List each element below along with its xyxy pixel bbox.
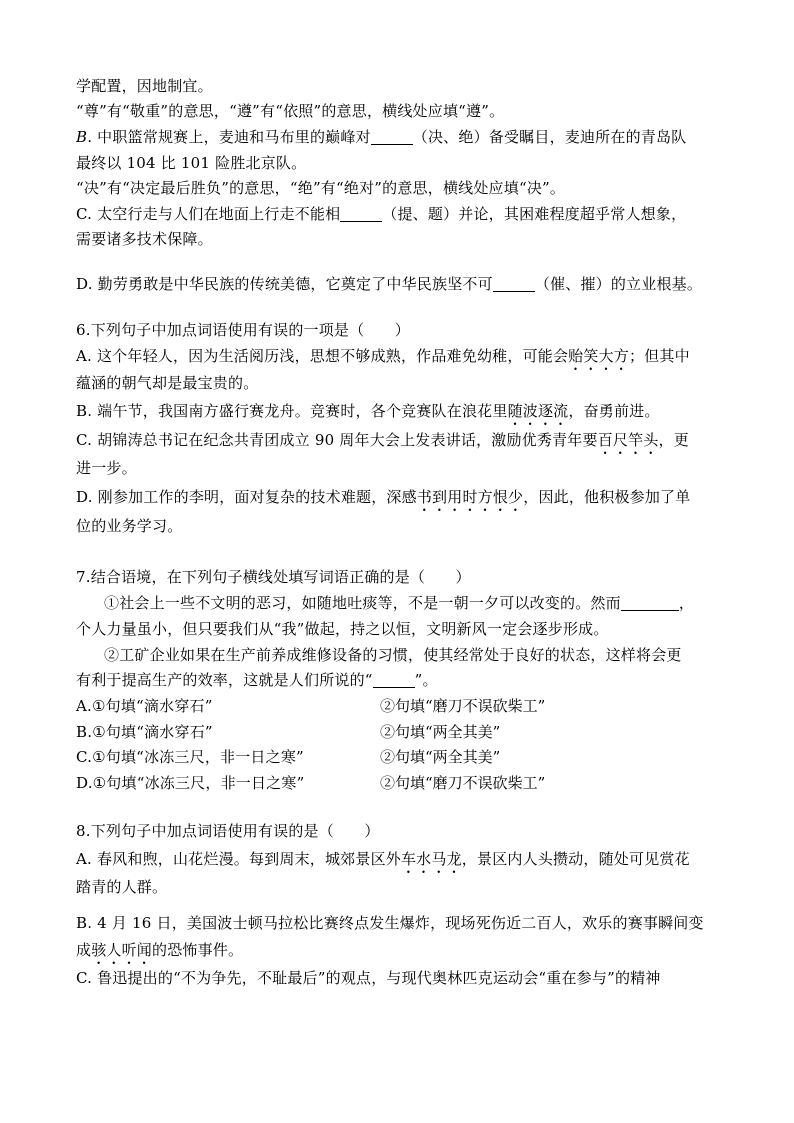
q7-sentence2: ②工矿企业如果在生产前养成维修设备的习惯，使其经常处于良好的状态，这样将会更 — [104, 646, 682, 664]
dotted-phrase: 车水马龙 — [400, 850, 462, 868]
q8-option-c: C. 鲁迅提出的“不为争先，不耻最后”的观点，与现代奥林匹克运动会“重在参与”的精神 — [76, 969, 661, 987]
q7-stem: 7.结合语境，在下列句子横线处填写词语正确的是（ ） — [76, 568, 471, 586]
q5-note-a: “尊”有“敬重”的意思，“遵”有“依照”的意思，横线处应填“遵”。 — [76, 102, 505, 120]
dotted-phrase: 随波逐流 — [507, 402, 569, 420]
q6-option-d-line2: 位的业务学习。 — [76, 517, 183, 535]
q8-option-a-line2: 踏青的人群。 — [76, 878, 168, 896]
q5-option-c-line2: 需要诸多技术保障。 — [76, 230, 213, 248]
q6-option-c-line2: 进一步。 — [76, 459, 137, 477]
answer-blank — [493, 275, 535, 292]
q7-sentence2-line2: 有利于提高生产的效率，这就是人们所说的“ ”。 — [76, 671, 438, 689]
q6-stem: 6.下列句子中加点词语使用有误的一项是（ ） — [76, 321, 410, 339]
q7-option-c-right: ②句填“两全其美” — [380, 748, 501, 766]
q7-option-b-right: ②句填“两全其美” — [380, 723, 501, 741]
q5-note-b: “决”有“决定最后胜负”的意思，“绝”有“绝对”的意思，横线处应填“决”。 — [76, 179, 566, 197]
q7-option-a: A.①句填“滴水穿石” — [76, 697, 213, 715]
q7-option-d-right: ②句填“磨刀不误砍柴工” — [380, 774, 546, 792]
dotted-phrase: 骇人听闻 — [91, 941, 153, 959]
q6-option-d: D. 刚参加工作的李明，面对复杂的技术难题，深感书到用时方恨少，因此，他积极参加了单 — [76, 488, 691, 506]
q6-option-c: C. 胡锦涛总书记在纪念共青团成立 90 周年大会上发表讲话，激励优秀青年要百尺竿头，更 — [76, 431, 689, 449]
q5-option-d: D. 勤劳勇敢是中华民族的传统美德，它奠定了中华民族坚不可 （催、摧）的立业根基。 — [76, 275, 703, 293]
dotted-phrase: 贻笑大方 — [568, 347, 629, 365]
dotted-phrase: 百尺竿头 — [597, 431, 659, 449]
q8-option-b-line2: 成骇人听闻的恐怖事件。 — [76, 941, 244, 959]
dotted-phrase: 书到用时方恨少 — [416, 488, 524, 506]
q5-line1: 学配置，因地制宜。 — [76, 77, 213, 95]
q5-option-b: B. 中职篮常规赛上，麦迪和马布里的巅峰对 （决、绝）备受瞩目，麦迪所在的青岛队 — [76, 128, 687, 146]
q7-sentence1: ①社会上一些不文明的恶习，如随地吐痰等，不是一朝一夕可以改变的。然而 ， — [104, 594, 695, 612]
q7-option-d: D.①句填“冰冻三尺，非一日之寒” — [76, 774, 305, 792]
q5-option-b-label: B. — [76, 128, 93, 146]
answer-blank — [371, 128, 413, 145]
q7-option-a-right: ②句填“磨刀不误砍柴工” — [380, 697, 546, 715]
q7-option-c: C.①句填“冰冻三尺，非一日之寒” — [76, 748, 304, 766]
answer-blank — [621, 594, 679, 611]
q8-option-b: B. 4 月 16 日，美国波士顿马拉松比赛终点发生爆炸，现场死伤近二百人，欢乐的赛事瞬间变 — [76, 914, 704, 932]
q5-option-b-line2: 最终以 104 比 101 险胜北京队。 — [76, 154, 307, 172]
q5-option-c: C. 太空行走与人们在地面上行走不能相 （提、题）并论，其困难程度超乎常人想象， — [76, 205, 687, 223]
q6-option-a: A. 这个年轻人，因为生活阅历浅，思想不够成熟，作品难免幼稚，可能会贻笑大方；但其中 — [76, 347, 690, 365]
q8-stem: 8.下列句子中加点词语使用有误的是（ ） — [76, 822, 380, 840]
answer-blank — [340, 205, 382, 222]
q8-option-a: A. 春风和煦，山花烂漫。每到周末，城郊景区外车水马龙，景区内人头攒动，随处可见赏花 — [76, 850, 690, 868]
q7-option-b: B.①句填“滴水穿石” — [76, 723, 213, 741]
q7-sentence1-line2: 个人力量虽小，但只要我们从“我”做起，持之以恒，文明新风一定会逐步形成。 — [76, 620, 609, 638]
answer-blank — [373, 671, 415, 688]
q6-option-b: B. 端午节，我国南方盛行赛龙舟。竞赛时，各个竞赛队在浪花里随波逐流，奋勇前进。 — [76, 402, 660, 420]
q6-option-a-line2: 蕴涵的朝气却是最宝贵的。 — [76, 374, 259, 392]
